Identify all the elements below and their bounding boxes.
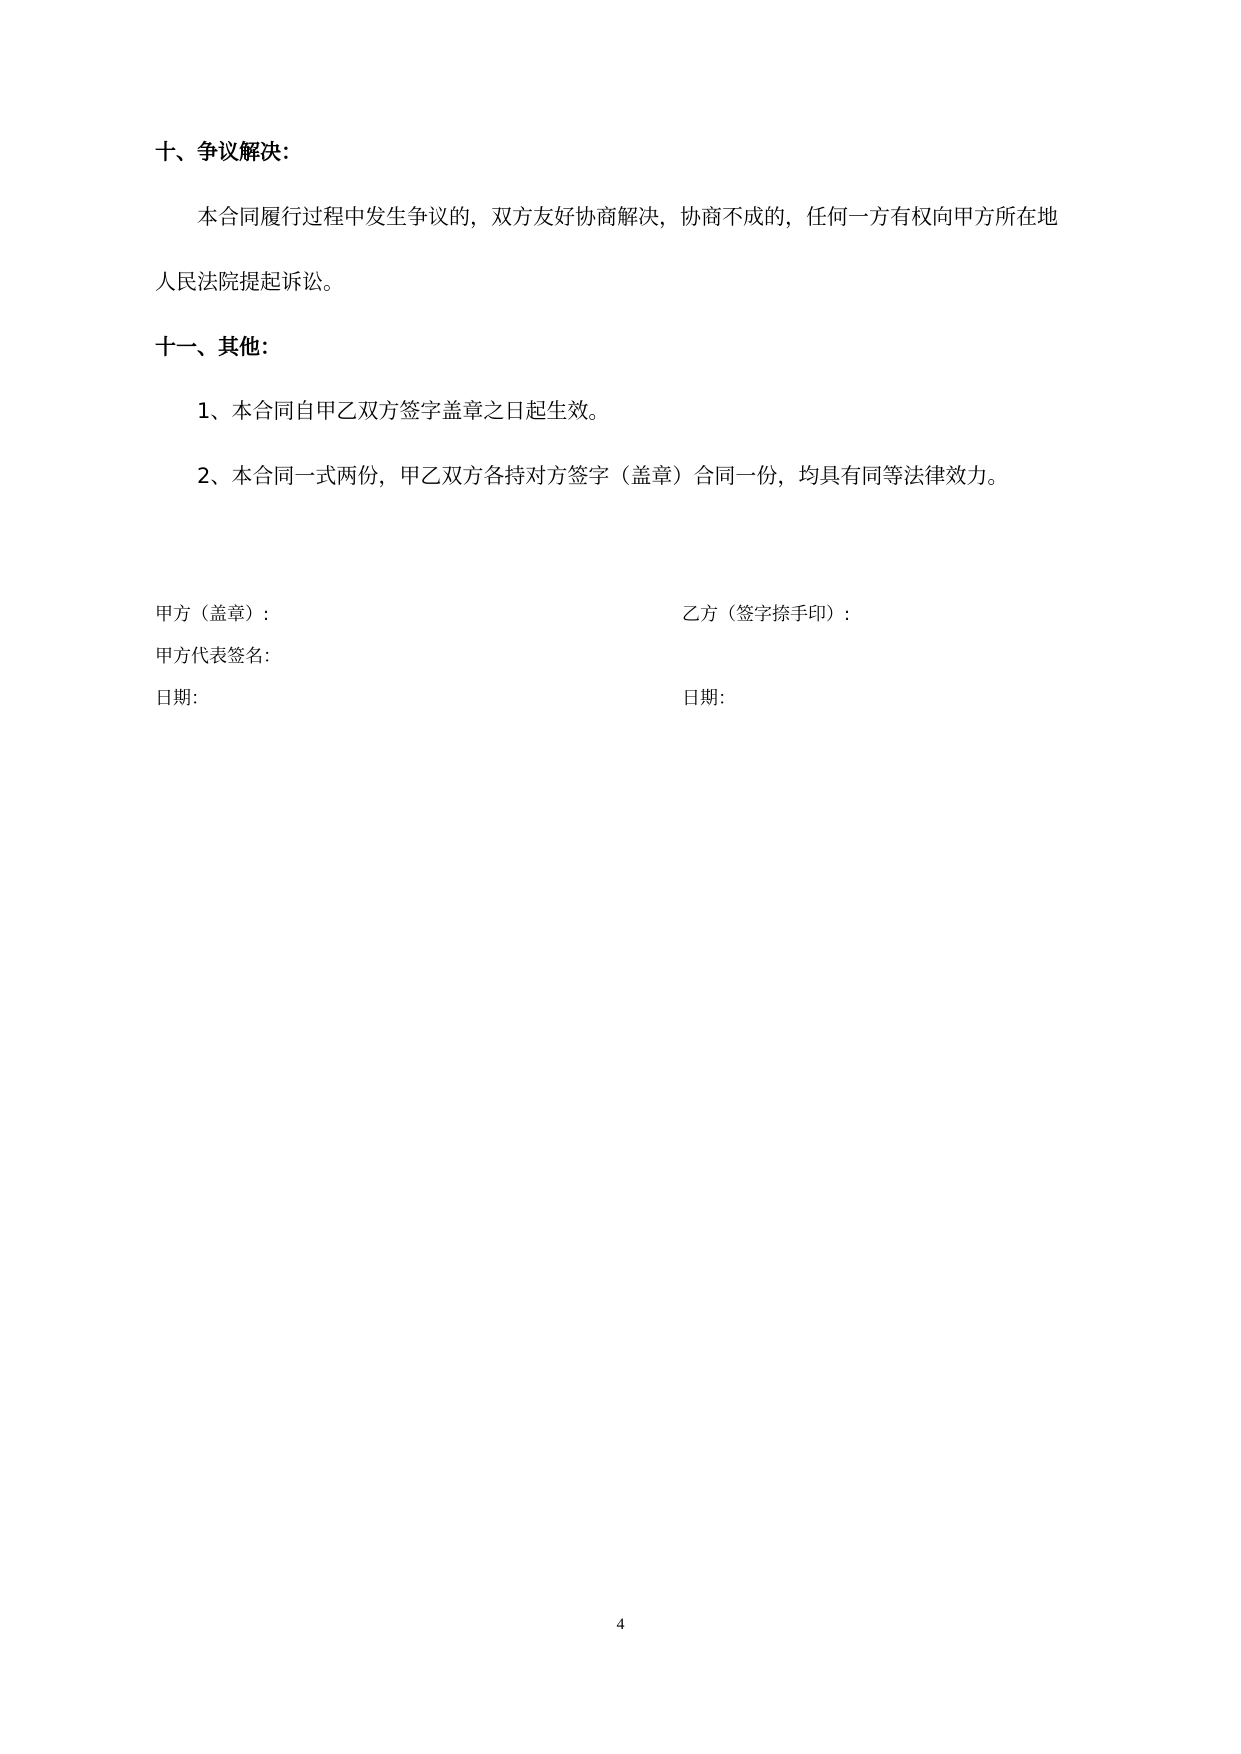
page-number: 4 — [616, 1616, 625, 1633]
party-a-seal-label: 甲方（盖章）: — [155, 604, 270, 625]
other-item-1: 1、本合同自甲乙双方签字盖章之日起生效。 — [197, 399, 610, 423]
other-item-2: 2、本合同一式两份，甲乙双方各持对方签字（盖章）合同一份，均具有同等法律效力。 — [197, 464, 1009, 488]
party-b-signature-label: 乙方（签字捺手印）: — [682, 604, 851, 625]
party-a-date-label: 日期： — [155, 688, 209, 709]
section-heading-other: 十一、其他： — [155, 335, 281, 359]
party-b-date-label: 日期： — [682, 688, 736, 709]
party-a-representative-label: 甲方代表签名： — [155, 646, 281, 667]
dispute-paragraph-line2: 人民法院提起诉讼。 — [155, 270, 344, 294]
dispute-paragraph-line1: 本合同履行过程中发生争议的，双方友好协商解决，协商不成的，任何一方有权向甲方所在地 — [197, 205, 1058, 229]
section-heading-dispute: 十、争议解决： — [155, 140, 302, 164]
